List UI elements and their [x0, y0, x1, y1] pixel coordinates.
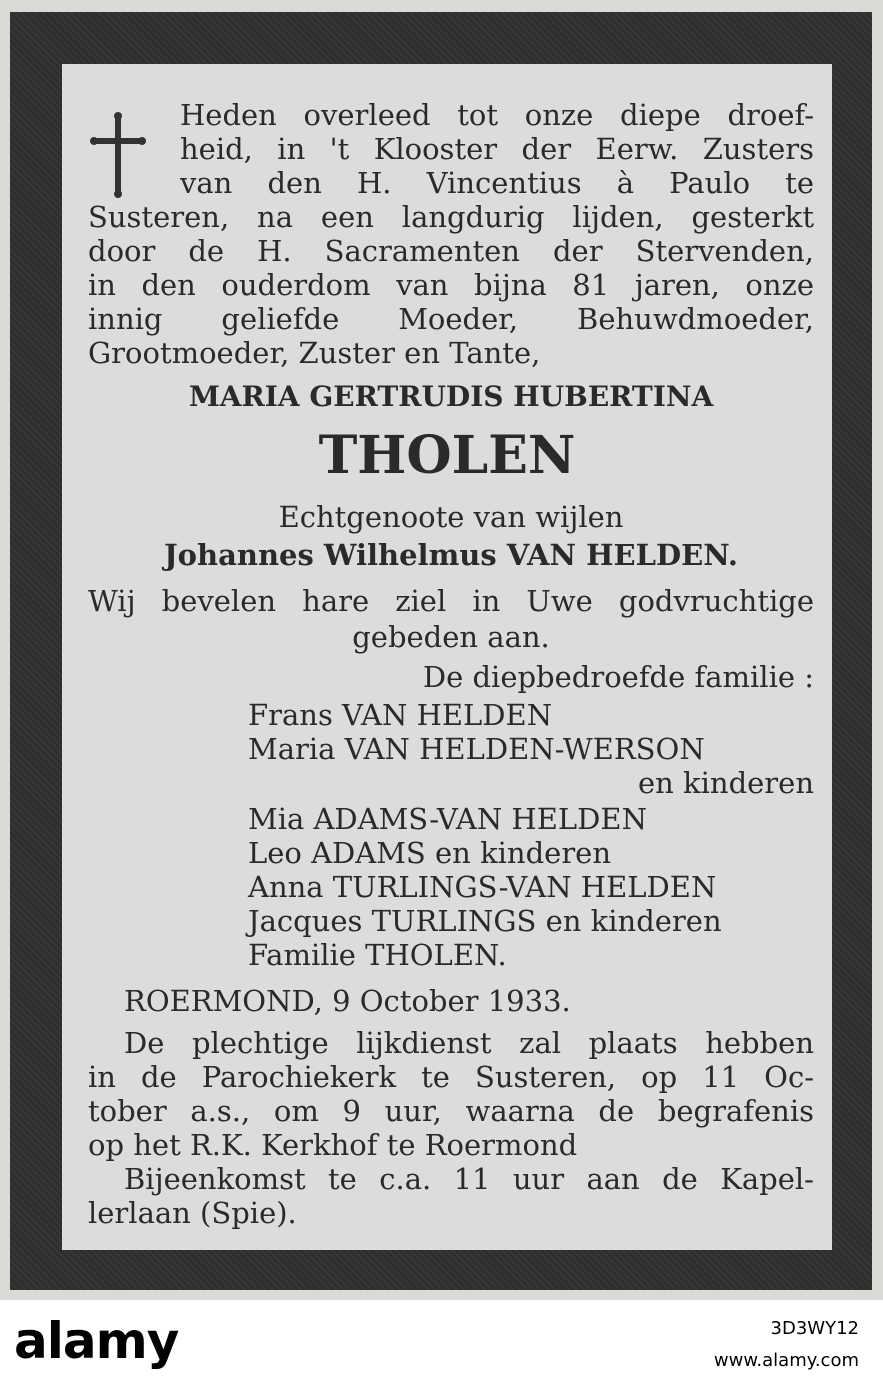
family-member: Jacques TURLINGS en kinderen — [248, 904, 722, 938]
family-member: Familie THOLEN. — [248, 938, 507, 972]
intro-line: Susteren, na een langdurig lijden, gesterkt — [88, 200, 814, 234]
intro-line: Heden overleed tot onze diepe droef- — [180, 98, 814, 132]
death-notice — [62, 64, 832, 1250]
intro-line: innig geliefde Moeder, Behuwdmoeder, — [88, 302, 814, 336]
intro-line: in den ouderdom van bijna 81 jaren, onze — [88, 268, 814, 302]
alamy-logo: alamy — [14, 1312, 179, 1370]
family-member: Maria VAN HELDEN-WERSON — [248, 732, 705, 766]
stock-footer — [0, 1300, 883, 1390]
family-intro: De diepbedroefde familie : — [422, 660, 814, 694]
spouse-name: Johannes Wilhelmus VAN HELDEN. — [163, 538, 739, 572]
family-member: Mia ADAMS-VAN HELDEN — [248, 802, 647, 836]
place-date: ROERMOND, 9 October 1933. — [124, 984, 571, 1018]
intro-line: van den H. Vincentius à Paulo te — [180, 166, 814, 200]
service-line: lerlaan (Spie). — [88, 1196, 297, 1230]
site-url: www.alamy.com — [713, 1350, 859, 1371]
cross-icon — [90, 112, 146, 198]
family-member: Leo ADAMS en kinderen — [248, 836, 612, 870]
intro-line: Grootmoeder, Zuster en Tante, — [88, 336, 541, 370]
intro-line: door de H. Sacramenten der Stervenden, — [88, 234, 814, 268]
service-line: tober a.s., om 9 uur, waarna de begrafenis — [88, 1094, 814, 1128]
intro-line: heid, in 't Klooster der Eerw. Zusters — [180, 132, 814, 166]
family-member: Frans VAN HELDEN — [248, 698, 553, 732]
image-id: 3D3WY12 — [770, 1318, 859, 1339]
service-line: op het R.K. Kerkhof te Roermond — [88, 1128, 578, 1162]
deceased-given-names: MARIA GERTRUDIS HUBERTINA — [188, 380, 714, 413]
service-line: Bijeenkomst te c.a. 11 uur aan de Kapel- — [124, 1162, 814, 1196]
prayer-line: gebeden aan. — [352, 620, 550, 654]
family-member: en kinderen — [637, 766, 814, 800]
prayer-line: Wij bevelen hare ziel in Uwe godvruchtige — [88, 584, 814, 618]
service-line: in de Parochiekerk te Susteren, op 11 Oc- — [88, 1060, 814, 1094]
family-member: Anna TURLINGS-VAN HELDEN — [248, 870, 717, 904]
spouse-intro: Echtgenoote van wijlen — [278, 500, 624, 534]
mourning-border — [10, 12, 872, 1290]
service-line: De plechtige lijkdienst zal plaats hebben — [124, 1026, 814, 1060]
deceased-surname: THOLEN — [318, 425, 576, 486]
